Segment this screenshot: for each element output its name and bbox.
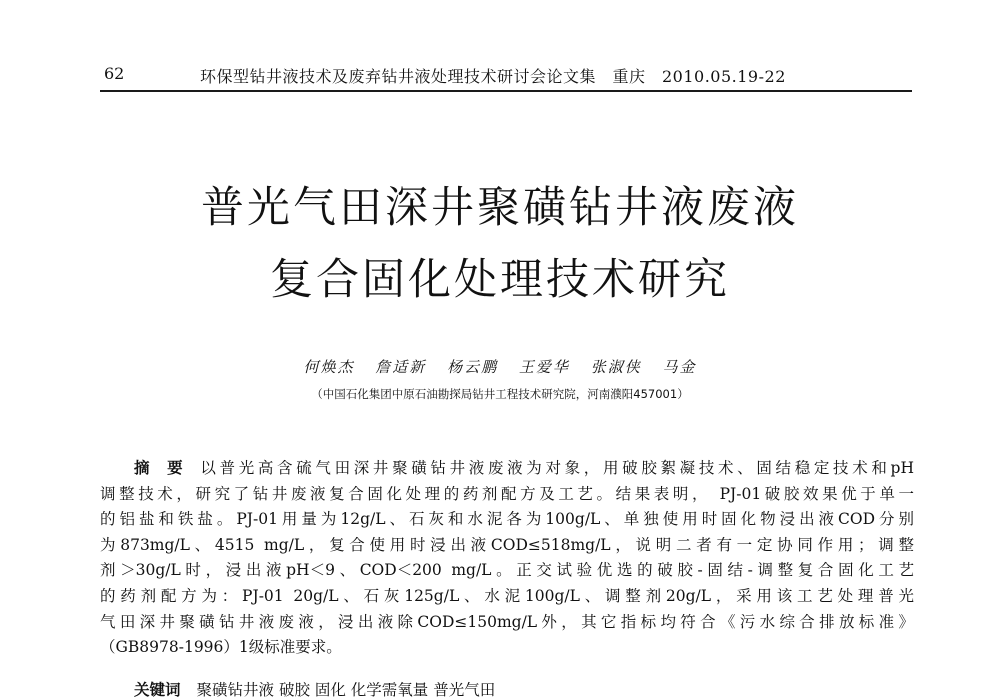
author: 马金 (662, 358, 697, 376)
abstract-line (100, 455, 914, 482)
abstract-line: 的铝盐和铁盐。PJ-01用量为12g/L、石灰和水泥各为100g/L、单独使用时固化物浸出液COD分别 (100, 510, 914, 529)
paper-title (0, 172, 1000, 316)
author: 何焕杰 (303, 358, 355, 376)
running-header (100, 58, 912, 92)
abstract (100, 455, 914, 661)
affiliation: （中国石化集团中原石油勘探局钻井工程技术研究院，河南濮阳457001） (311, 387, 689, 401)
journal-info: 环保型钻井液技术及废弃钻井液处理技术研讨会论文集 重庆 2010.05.19-22 (200, 67, 786, 86)
abstract-line: （GB8978-1996）1级标准要求。 (100, 638, 342, 657)
abstract-text: 以普光高含硫气田深井聚磺钻井液废液为对象，用破胶絮凝技术、固结稳定技术和pH (200, 459, 914, 477)
abstract-label: 摘要 (134, 458, 201, 477)
author: 詹适新 (375, 358, 427, 376)
author-list (0, 356, 1000, 377)
keywords-text: 聚磺钻井液 破胶 固化 化学需氧量 普光气田 (196, 681, 496, 699)
abstract-line: 的药剂配方为：PJ-01 20g/L、石灰125g/L、水泥100g/L、调整剂20g/L，采用该工艺处理普光 (100, 586, 914, 605)
author: 杨云鹏 (447, 358, 499, 376)
title-line-1: 普光气田深井聚磺钻井液废液 (201, 183, 799, 233)
author: 张淑侠 (590, 358, 642, 376)
author: 王爱华 (518, 358, 570, 376)
abstract-line: 调整技术，研究了钻井废液复合固化处理的药剂配方及工艺。结果表明， PJ-01破胶效果优于单一 (100, 484, 914, 503)
abstract-line: 剂＞30g/L时，浸出液pH＜9、COD＜200 mg/L。正交试验优选的破胶-固结-调整复合固化工艺 (100, 561, 914, 580)
keywords-label: 关键词 (134, 680, 181, 699)
keywords (134, 678, 495, 700)
abstract-line: 气田深井聚磺钻井液废液，浸出液除COD≤150mg/L外，其它指标均符合《污水综合排放标准》 (100, 612, 914, 631)
title-line-2: 复合固化处理技术研究 (270, 255, 730, 305)
page-number: 62 (104, 64, 125, 83)
abstract-line: 为873mg/L、4515 mg/L，复合使用时浸出液COD≤518mg/L，说明二者有一定协同作用；调整 (100, 535, 914, 554)
